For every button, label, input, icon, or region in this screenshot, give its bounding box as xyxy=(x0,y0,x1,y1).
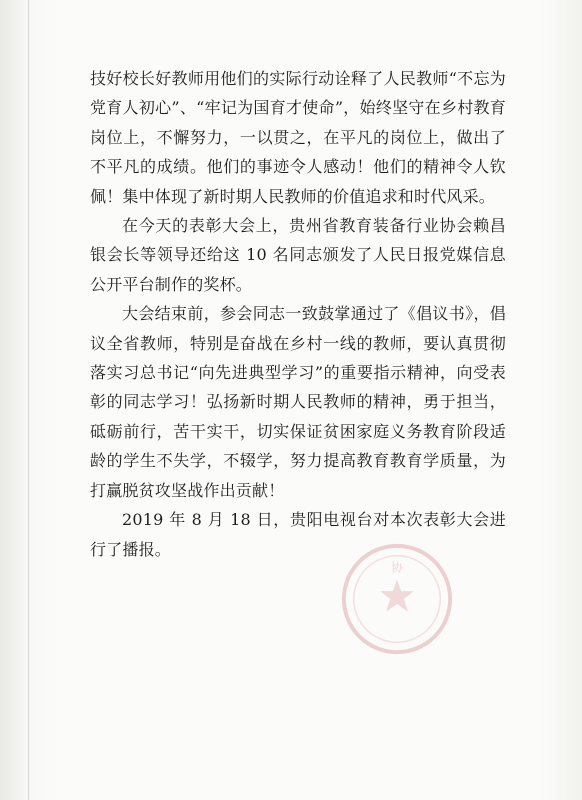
paragraph-4: 2019 年 8 月 18 日，贵阳电视台对本次表彰大会进行了播报。 xyxy=(90,510,506,559)
document-body xyxy=(90,64,506,564)
official-seal xyxy=(338,540,456,658)
paragraph-1: 技好校长好教师用他们的实际行动诠释了人民教师“不忘为党育人初心”、“牢记为国育才使命”，始终坚守在乡村教育岗位上，不懈努力，一以贯之，在平凡的岗位上，做出了不平凡的成绩。他们的事迹令人感动！他们的精神令人钦佩！集中体现了新时期人民教师的价值追求和时代风采。 xyxy=(90,69,506,206)
paragraph-3: 大会结束前，参会同志一致鼓掌通过了《倡议书》，倡议全省教师，特别是奋战在乡村一线的教师，要认真贯彻落实习总书记“向先进典型学习”的重要指示精神，向受表彰的同志学习！弘扬新时期人民教师的精神，勇于担当，砥砺前行，苦干实干，切实保证贫困家庭义务教育阶段适龄的学生不失学，不辍学，努力提高教育教育学质量，为打赢脱贫攻坚战作出贡献！ xyxy=(90,304,506,500)
seal-lettering: 协 xyxy=(391,560,403,575)
paragraph-2: 在今天的表彰大会上，贵州省教育装备行业协会赖昌银会长等领导还给这 10 名同志颁发了人民日报党媒信息公开平台制作的奖杯。 xyxy=(90,216,506,294)
page-left-edge xyxy=(28,0,29,800)
